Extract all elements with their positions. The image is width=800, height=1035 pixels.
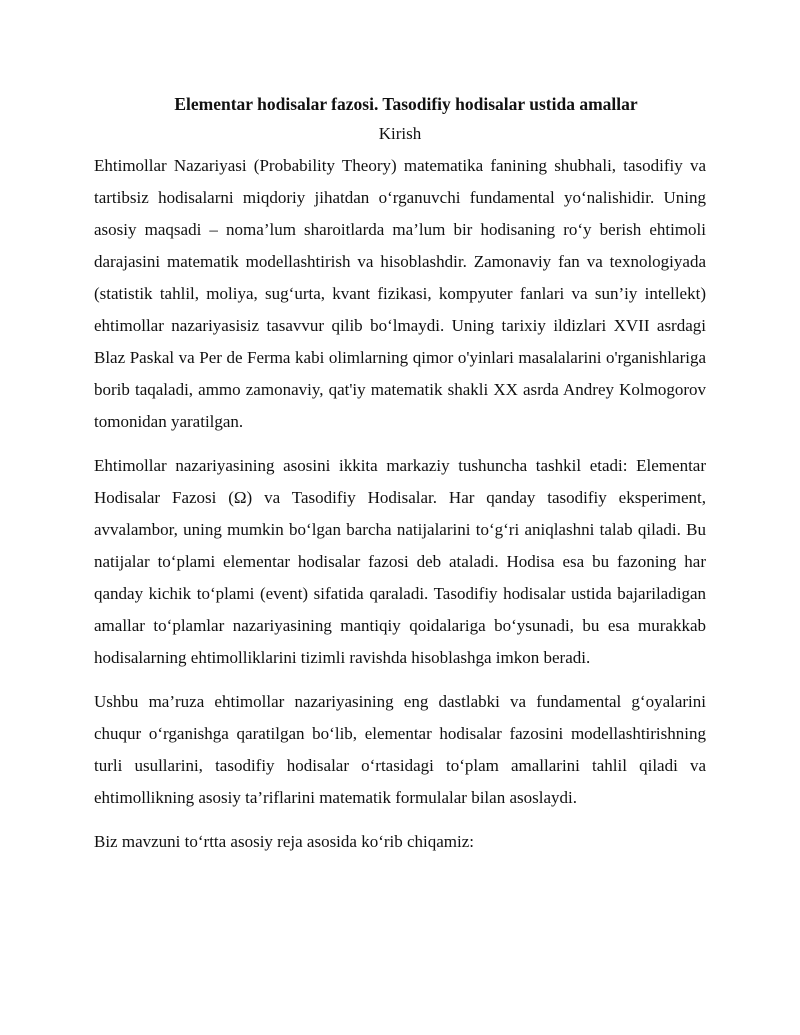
paragraph-intro: Ehtimollar Nazariyasi (Probability Theory) matematika fanining shubhali, tasodifiy va tartibsiz hodisalarni miqdoriy jihatdan o‘rganuvchi fundamental yo‘nalishidir. Uning asosiy maqsadi – noma’lum sharoitlarda ma’lum bir hodisaning ro‘y berish ehtimoli darajasini matematik modellashtirish va hisoblashdir. Zamonaviy fan va texnologiyada (statistik tahlil, moliya, sug‘urta, kvant fizikasi, kompyuter fanlari va sun’iy intellekt) ehtimollar nazariyasisiz tasavvur qilib bo‘lmaydi. Uning tarixiy ildizlari XVII asrdagi Blaz Paskal va Per de Ferma kabi olimlarning qimor o'yinlari masalalarini o'rganishlariga borib taqaladi, ammo zamonaviy, qat'iy matematik shakli XX asrda Andrey Kolmogorov tomonidan yaratilgan. xyxy=(94,156,706,431)
paragraph-lecture-aim: Ushbu ma’ruza ehtimollar nazariyasining eng dastlabki va fundamental g‘oyalarini chuqur o‘rganishga qaratilgan bo‘lib, elementar hodisalar fazosini modellashtirishning turli usullarini, tasodifiy hodisalar o‘rtasidagi to‘plam amallarini tahlil qiladi va ehtimollikning asosiy ta’riflarini matematik formulalar bilan asoslaydi. xyxy=(94,692,706,807)
section-heading: Kirish xyxy=(378,124,422,143)
document-body xyxy=(94,92,706,858)
paragraph-plan: Biz mavzuni to‘rtta asosiy reja asosida ko‘rib chiqamiz: xyxy=(94,832,475,851)
document-title: Elementar hodisalar fazosi. Tasodifiy hodisalar ustida amallar xyxy=(174,94,638,114)
paragraph-core-concepts: Ehtimollar nazariyasining asosini ikkita markaziy tushuncha tashkil etadi: Elementar Hodisalar Fazosi (Ω) va Tasodifiy Hodisalar. Har qanday tasodifiy eksperiment, avvalambor, uning mumkin bo‘lgan barcha natijalarini to‘g‘ri aniqlashni talab qiladi. Bu natijalar to‘plami elementar hodisalar fazosi deb ataladi. Hodisa esa bu fazoning har qanday kichik to‘plami (event) sifatida qaraladi. Tasodifiy hodisalar ustida bajariladigan amallar to‘plamlar nazariyasining mantiqiy qoidalariga bo‘ysunadi, bu esa murakkab hodisalarning ehtimolliklarini tizimli ravishda hisoblashga imkon beradi. xyxy=(94,456,706,667)
